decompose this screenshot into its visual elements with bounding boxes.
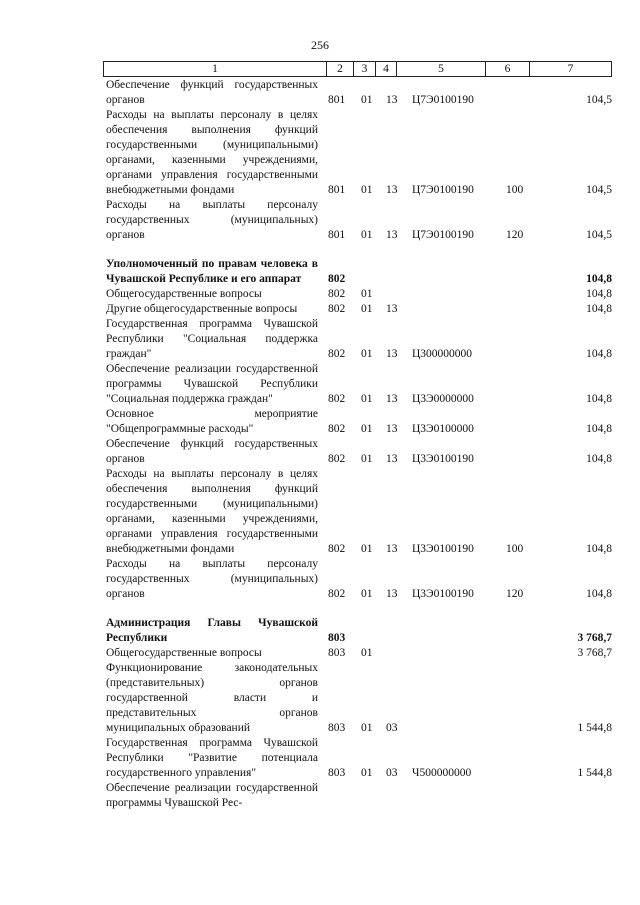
row-value-c3: 01 [361, 229, 373, 241]
table-row [106, 198, 612, 243]
row-value-c7: 3 768,7 [577, 632, 612, 644]
row-value-c7: 104,8 [586, 273, 612, 285]
row-description: Расходы на выплаты персоналу государственных (муниципальных) органов [106, 199, 318, 241]
row-value-c2: 802 [328, 273, 346, 285]
page-number: 256 [311, 38, 329, 52]
row-value-c7: 104,8 [586, 393, 612, 405]
row-value-c2: 802 [328, 588, 346, 600]
section-header-row [106, 257, 612, 287]
row-value-c2: 802 [328, 423, 346, 435]
row-description: Администрация Главы Чувашской Республики [106, 617, 318, 644]
header-col-5: 5 [396, 62, 485, 76]
row-description: Уполномоченный по правам человека в Чувашской Республике и его аппарат [106, 258, 318, 285]
row-value-c4: 13 [386, 229, 398, 241]
row-description: Общегосударственные вопросы [106, 647, 262, 659]
row-value-c4: 13 [386, 184, 398, 196]
row-value-c2: 802 [328, 288, 346, 300]
row-description: Обеспечение функций государственных органов [106, 79, 318, 106]
row-value-c2: 802 [328, 393, 346, 405]
row-description: Общегосударственные вопросы [106, 288, 262, 300]
row-value-c4: 13 [386, 94, 398, 106]
row-description: Расходы на выплаты персоналу государственных (муниципальных) органов [106, 558, 318, 600]
table-row [106, 437, 612, 467]
row-value-c5: Ц3Э0100190 [412, 588, 474, 600]
row-value-c2: 803 [328, 647, 346, 659]
row-value-c7: 104,5 [586, 229, 612, 241]
row-description: Государственная программа Чувашской Республики "Развитие потенциала государственного управления" [106, 737, 318, 779]
row-description: Расходы на выплаты персоналу в целях обеспечения выполнения функций государственными (муниципальными) органами, казенными учреждениями, органами управления государственными внебюджетными фондами [106, 468, 318, 555]
row-value-c3: 01 [361, 647, 373, 659]
row-value-c5: Ц3Э0100190 [412, 543, 474, 555]
table-row [106, 287, 612, 302]
table-body [106, 78, 612, 811]
table-header [103, 61, 612, 77]
row-value-c3: 01 [361, 94, 373, 106]
row-value-c3: 01 [361, 288, 373, 300]
row-value-c5: Ц3Э0100190 [412, 453, 474, 465]
row-description: Другие общегосударственные вопросы [106, 303, 298, 315]
row-value-c7: 104,5 [586, 184, 612, 196]
row-value-c6: 120 [506, 229, 524, 241]
row-value-c4: 13 [386, 393, 398, 405]
row-value-c3: 01 [361, 588, 373, 600]
row-value-c2: 801 [328, 229, 346, 241]
row-value-c7: 104,8 [586, 348, 612, 360]
row-value-c3: 01 [361, 393, 373, 405]
row-value-c3: 01 [361, 543, 373, 555]
header-col-2: 2 [326, 62, 353, 76]
row-value-c4: 13 [386, 453, 398, 465]
section-gap [106, 602, 612, 616]
row-value-c2: 801 [328, 94, 346, 106]
row-value-c3: 01 [361, 767, 373, 779]
table-row [106, 736, 612, 781]
table-row [106, 661, 612, 736]
table-row [106, 467, 612, 557]
row-value-c5: Ц300000000 [412, 348, 473, 360]
row-value-c5: Ц7Э0100190 [412, 229, 474, 241]
row-value-c5: Ц7Э0100190 [412, 184, 474, 196]
row-value-c7: 1 544,8 [577, 722, 612, 734]
row-value-c3: 01 [361, 348, 373, 360]
row-value-c4: 03 [386, 767, 398, 779]
row-value-c7: 104,5 [586, 94, 612, 106]
row-value-c2: 802 [328, 348, 346, 360]
row-description: Функционирование законодательных (представительных) органов государственной власти и представительных органов муниципальных образований [106, 662, 318, 734]
row-description: Основное мероприятие "Общепрограммные расходы" [106, 408, 318, 435]
header-col-4: 4 [375, 62, 396, 76]
table-row [106, 646, 612, 661]
row-value-c3: 01 [361, 453, 373, 465]
header-col-7: 7 [529, 62, 611, 76]
row-value-c7: 104,8 [586, 588, 612, 600]
row-value-c5: Ч500000000 [412, 767, 472, 779]
row-value-c2: 803 [328, 722, 346, 734]
table-row [106, 78, 612, 108]
header-col-6: 6 [485, 62, 529, 76]
row-description: Обеспечение реализации государственной программы Чувашской Республики "Социальная поддержка граждан" [106, 363, 318, 405]
row-value-c7: 104,8 [586, 423, 612, 435]
row-value-c7: 1 544,8 [577, 767, 612, 779]
row-description: Обеспечение функций государственных органов [106, 438, 318, 465]
row-value-c7: 104,8 [586, 288, 612, 300]
row-value-c6: 100 [506, 543, 524, 555]
row-value-c5: Ц3Э0000000 [412, 393, 474, 405]
row-value-c2: 802 [328, 543, 346, 555]
row-value-c4: 13 [386, 543, 398, 555]
table-row [106, 302, 612, 317]
section-gap [106, 243, 612, 257]
row-value-c3: 01 [361, 423, 373, 435]
table-row [106, 317, 612, 362]
row-value-c7: 104,8 [586, 303, 612, 315]
row-value-c2: 801 [328, 184, 346, 196]
header-col-1: 1 [212, 63, 218, 75]
row-value-c4: 13 [386, 588, 398, 600]
header-col-3: 3 [353, 62, 375, 76]
row-value-c4: 13 [386, 423, 398, 435]
row-value-c2: 803 [328, 632, 346, 644]
row-value-c3: 01 [361, 722, 373, 734]
section-header-row [106, 616, 612, 646]
row-value-c2: 803 [328, 767, 346, 779]
row-description: Государственная программа Чувашской Республики "Социальная поддержка граждан" [106, 318, 318, 360]
row-description: Обеспечение реализации государственной программы Чувашской Рес- [106, 782, 318, 809]
row-value-c4: 13 [386, 348, 398, 360]
table-row [106, 108, 612, 198]
row-value-c4: 03 [386, 722, 398, 734]
row-value-c6: 100 [506, 184, 524, 196]
row-value-c7: 3 768,7 [577, 647, 612, 659]
table-row [106, 407, 612, 437]
table-row [106, 557, 612, 602]
table-row [106, 362, 612, 407]
row-value-c7: 104,8 [586, 453, 612, 465]
row-value-c2: 802 [328, 453, 346, 465]
row-description: Расходы на выплаты персоналу в целях обеспечения выполнения функций государственными (муниципальными) органами, казенными учреждениями, органами управления государственными внебюджетными фондами [106, 109, 318, 196]
row-value-c6: 120 [506, 588, 524, 600]
row-value-c3: 01 [361, 303, 373, 315]
row-value-c2: 802 [328, 303, 346, 315]
row-value-c5: Ц7Э0100190 [412, 94, 474, 106]
row-value-c4: 13 [386, 303, 398, 315]
row-value-c3: 01 [361, 184, 373, 196]
table-row [106, 781, 612, 811]
row-value-c5: Ц3Э0100000 [412, 423, 474, 435]
row-value-c7: 104,8 [586, 543, 612, 555]
